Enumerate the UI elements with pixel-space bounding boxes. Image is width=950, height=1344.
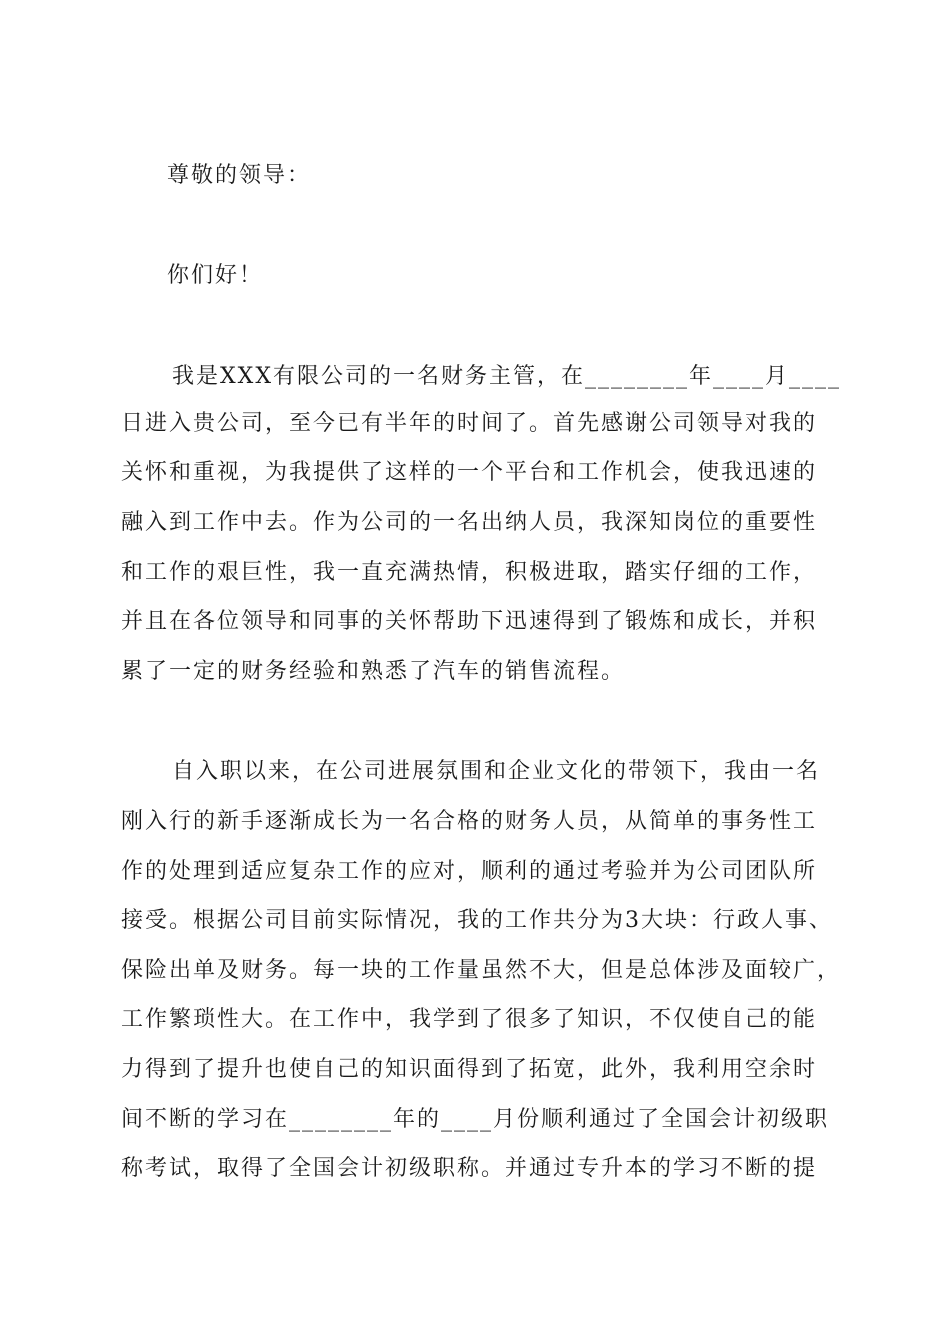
salutation: 尊敬的领导： xyxy=(167,163,312,188)
paragraph-line: 保险出单及财务。每一块的工作量虽然不大，但是总体涉及面较广， xyxy=(121,958,842,983)
paragraph-line: 刚入行的新手逐渐成长为一名合格的财务人员，从简单的事务性工 xyxy=(121,809,818,834)
paragraph-line: 累了一定的财务经验和熟悉了汽车的销售流程。 xyxy=(121,659,626,684)
paragraph-line: 关怀和重视，为我提供了这样的一个平台和工作机会，使我迅速的 xyxy=(121,460,818,485)
paragraph-line: 和工作的艰巨性，我一直充满热情，积极进取，踏实仔细的工作， xyxy=(121,560,818,585)
greeting: 你们好！ xyxy=(167,263,264,288)
paragraph-line: 接受。根据公司目前实际情况，我的工作共分为3大块：行政人事、 xyxy=(121,908,833,933)
paragraph-line: 工作繁琐性大。在工作中，我学到了很多了知识，不仅使自己的能 xyxy=(121,1007,818,1032)
paragraph-line: 融入到工作中去。作为公司的一名出纳人员，我深知岗位的重要性 xyxy=(121,510,818,535)
paragraph-line: 日进入贵公司，至今已有半年的时间了。首先感谢公司领导对我的 xyxy=(121,411,818,436)
paragraph-line: 并且在各位领导和同事的关怀帮助下迅速得到了锻炼和成长，并积 xyxy=(121,609,818,634)
paragraph-line: 自入职以来，在公司进展氛围和企业文化的带领下，我由一名 xyxy=(172,759,821,784)
paragraph-line: 作的处理到适应复杂工作的应对，顺利的通过考验并为公司团队所 xyxy=(121,859,818,884)
paragraph-line: 间不断的学习在________年的____月份顺利通过了全国会计初级职 xyxy=(121,1107,830,1132)
paragraph-line: 称考试，取得了全国会计初级职称。并通过专升本的学习不断的提 xyxy=(121,1156,818,1181)
paragraph-line: 力得到了提升也使自己的知识面得到了拓宽，此外，我利用空余时 xyxy=(121,1057,818,1082)
paragraph-line: 我是XXX有限公司的一名财务主管，在________年____月____ xyxy=(172,364,841,389)
